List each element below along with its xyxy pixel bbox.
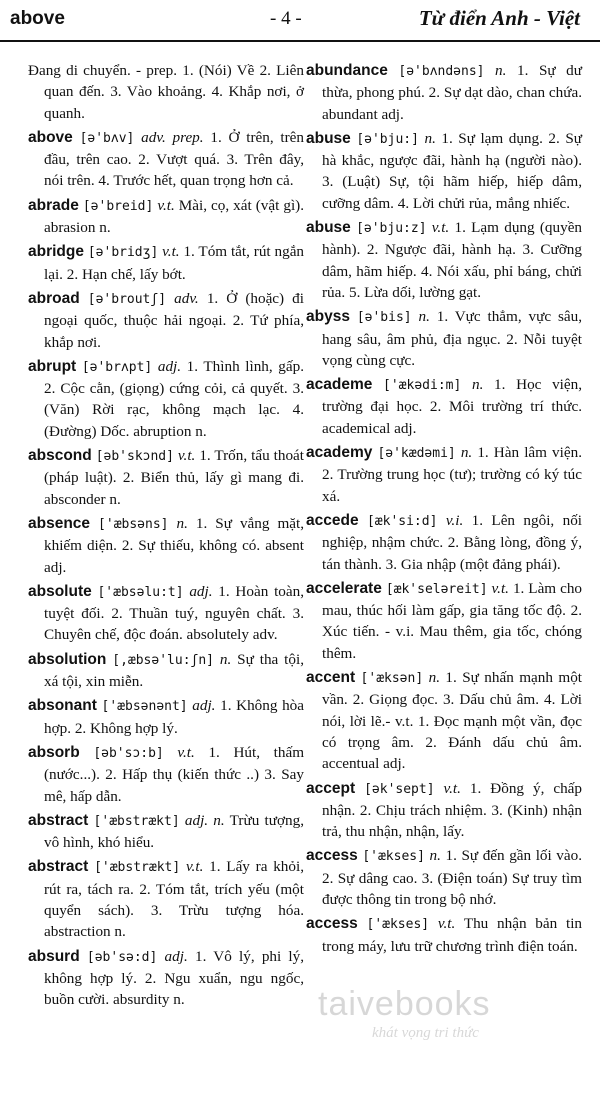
page-number: - 4 - (270, 8, 302, 29)
part-of-speech: v.t. (437, 915, 456, 933)
headword: access (306, 847, 358, 865)
dictionary-entry (306, 128, 582, 214)
dictionary-entry (28, 195, 304, 239)
headword: accent (306, 669, 356, 687)
pronunciation: ['æbstrækt] (93, 813, 180, 829)
headword: abridge (28, 243, 84, 261)
definition: Sự tha tội, xá tội, xin miễn. (44, 650, 305, 691)
pronunciation: [ə'broutʃ] (87, 291, 167, 307)
dictionary-entry (28, 810, 304, 854)
headword: absolute (28, 582, 92, 600)
dictionary-entry (28, 695, 304, 739)
part-of-speech: v.t. (157, 196, 175, 214)
pronunciation: [ə'bʌndəns] (398, 64, 485, 79)
definition: 1. Sự dư thừa, phong phú. 2. Sự dạt dào, chan chứa. abundant adj. (322, 62, 583, 123)
headword: absorb (28, 743, 80, 761)
definition: 1. Ở (hoặc) đi ngoại quốc, thuộc hải ngoại. 2. Tứ phía, khắp nơi. (44, 289, 304, 351)
definition: 1. Hoàn toàn, tuyệt đối. 2. Thuần tuý, nguyên chất. 3. Chuyên chế, độc đoán. absolutely adv. (44, 582, 305, 644)
pronunciation: [ə'bis] (356, 310, 412, 326)
page-header (0, 0, 600, 42)
definition: 1. Hút, thấm (nước...). 2. Hấp thụ (kiến thức ..) 3. Say mê, hấp dẫn. (44, 743, 305, 805)
dictionary-entry (306, 374, 582, 439)
part-of-speech: n. (495, 62, 507, 79)
right-column (306, 60, 582, 960)
pronunciation: [ə'bju:z] (356, 221, 427, 237)
pronunciation: [,æbsə'lu:ʃn] (112, 652, 214, 668)
headword: absolution (28, 650, 107, 668)
dictionary-entry (28, 581, 304, 646)
definition: 1. Sự đến gần lối vào. 2. Sự dâng cao. 3. (Điện toán) Sự truy tìm được thông tin trong bộ nhớ. (322, 847, 583, 908)
part-of-speech: n. (418, 308, 430, 326)
definition: 1. Học viện, trường đại học. 2. Môi trường trí thức. academical adj. (322, 376, 583, 437)
part-of-speech: v.t. (185, 858, 204, 876)
dictionary-entry (306, 306, 582, 371)
headword: absonant (28, 697, 97, 715)
pronunciation: ['æbstrækt] (94, 860, 181, 876)
dictionary-entry (28, 649, 304, 693)
part-of-speech: v.t. (443, 779, 461, 797)
dictionary-entry (306, 578, 582, 664)
headword: accede (306, 511, 359, 529)
pronunciation: [ə'breid] (82, 198, 154, 214)
headword: abscond (28, 447, 92, 465)
pronunciation: ['æbsəlu:t] (97, 584, 184, 600)
pronunciation: [ə'brʌpt] (81, 359, 153, 375)
definition: 1. Vô lý, phi lý, không hợp lý. 2. Ngu xuẩn, ngu ngốc, buồn cười. absurdity n. (44, 947, 305, 1009)
part-of-speech: n. (471, 376, 484, 394)
definition: 1. Sự nhấn mạnh một vần. 2. Giọng đọc. 3. Dấu chủ âm. 4. Lời nói, lời lẽ.- v.t. 1. Đọc mạnh một vần, đọc có trọng âm. 2. Đánh dấu chủ âm. accentual adj. (322, 669, 583, 773)
pronunciation: [æk'si:d] (366, 513, 438, 529)
pronunciation: ['æbsəns] (98, 516, 169, 532)
headword: academe (306, 376, 373, 394)
pronunciation: ['ækses] (362, 849, 425, 865)
guide-word: above (10, 8, 65, 29)
part-of-speech: v.t. (177, 743, 195, 761)
pronunciation: ['ækses] (366, 917, 430, 933)
dictionary-entry (306, 217, 582, 303)
part-of-speech: n. (176, 514, 188, 532)
dictionary-entry (28, 60, 304, 124)
pronunciation: [ə'bʌv] (79, 130, 135, 146)
definition: 1. Không hòa hợp. 2. Không hợp lý. (44, 697, 304, 737)
definition: 1. Tóm tắt, rút ngắn lại. 2. Hạn chế, lấy bớt. (44, 243, 305, 283)
definition: 1. Vực thẳm, vực sâu, hang sâu, âm phủ, địa ngục. 2. Nỗi tuyệt vọng cùng cực. (322, 308, 582, 369)
headword: abuse (306, 219, 351, 237)
pronunciation: [ək'sept] (364, 781, 435, 797)
pronunciation: [əb'sɔ:b] (93, 745, 164, 761)
pronunciation: ['æksən] (360, 671, 424, 687)
headword: academy (306, 444, 373, 462)
headword: abrade (28, 196, 79, 214)
definition: 1. Ở trên, trên đầu, trên cao. 2. Vượt quá. 3. Trên đây, nói trên. 4. Trước hết, quan trọng hơn cả. (44, 128, 305, 190)
dictionary-entry (28, 127, 304, 192)
definition: 1. Đồng ý, chấp nhận. 2. Chịu trách nhiệm. 3. (Kinh) nhận trả, thu nhận, nhận, lấy. (322, 779, 583, 841)
headword: abundance (306, 62, 388, 79)
part-of-speech: n. (219, 650, 232, 668)
definition: 1. Lạm dụng (quyền hành). 2. Ngược đãi, hành hạ. 3. Cưỡng dâm, hãm hiếp. 4. Nói xấu, phỉ báng, chửi rủa. 5. Lừa dối, lường gạt. (322, 219, 583, 301)
watermark-tagline: khát vọng tri thức (372, 1025, 479, 1041)
headword: absence (28, 514, 91, 532)
definition: 1. Sự lạm dụng. 2. Sự hà khắc, ngược đãi, hành hạ (người nào). 3. (Luật) Sự, tội hãm hiếp, hiếp dâm, cưỡng dâm. 4. Lời chửi rủa, mắng nhiếc. (322, 129, 583, 212)
dictionary-entry (28, 946, 304, 1011)
headword: access (306, 915, 358, 933)
pronunciation: [ə'bju:] (356, 131, 419, 147)
definition: Đang di chuyển. - prep. 1. (Nói) Về 2. Liên quan đến. 3. Vào khoảng. 4. Khắp nơi, ở quanh. (28, 62, 304, 122)
part-of-speech: adj. n. (184, 811, 225, 829)
definition: 1. Lấy ra khỏi, rút ra, tách ra. 2. Tóm tắt, trích yếu (một quyển sách). 3. Trừu tượng hóa. abstraction n. (44, 858, 305, 941)
dictionary-title: Từ điển Anh - Việt (418, 6, 580, 30)
dictionary-entry (28, 445, 304, 510)
headword: abroad (28, 289, 80, 307)
part-of-speech: adv. prep. (141, 128, 204, 146)
dictionary-entry (306, 60, 582, 125)
pronunciation: [ə'kædəmi] (377, 446, 456, 462)
part-of-speech: n. (424, 129, 436, 147)
headword: abstract (28, 858, 89, 876)
part-of-speech: v.t. (162, 243, 180, 261)
definition: 1. Trốn, tẩu thoát (pháp luật). 2. Biển thủ, lấy gì mang đi. absconder n. (44, 447, 304, 508)
part-of-speech: adv. (174, 289, 199, 307)
dictionary-entry (306, 442, 582, 507)
definition: Trừu tượng, vô hình, khó hiểu. (44, 811, 304, 852)
pronunciation: ['æbsənənt] (101, 699, 188, 715)
dictionary-entry (28, 356, 304, 442)
headword: abyss (306, 308, 350, 326)
left-column (28, 60, 304, 1013)
definition: 1. Làm cho mau, thúc hối làm gấp, gia tăng tốc độ. 2. Xúc tiến. - v.i. Mau thêm, gia tốc, chóng thêm. (322, 579, 583, 662)
part-of-speech: v.t. (431, 219, 450, 237)
definition: 1. Hàn lâm viện. 2. Trường trung học (tư); trường có ký túc xá. (322, 444, 582, 505)
pronunciation: ['ækədi:m] (383, 378, 462, 394)
definition: 1. Sự vắng mặt, khiếm diện. 2. Sự thiếu, không có. absent adj. (44, 514, 305, 576)
part-of-speech: v.t. (491, 579, 509, 597)
part-of-speech: adj. (192, 697, 216, 715)
headword: abstract (28, 811, 89, 829)
headword: accept (306, 779, 356, 797)
definition: 1. Thình lình, gấp. 2. Cộc cằn, (giọng) cứng cỏi, cả quyết. 3. (Văn) Rời rạc, không mạch lạc. 4. (Đường) Dốc. abruption n. (44, 357, 304, 440)
part-of-speech: adj. (157, 357, 182, 375)
headword: absurd (28, 947, 80, 965)
dictionary-entry (306, 778, 582, 843)
part-of-speech: adj. (189, 582, 213, 600)
pronunciation: [əb'skɔnd] (95, 449, 174, 465)
pronunciation: [əb'sə:d] (86, 949, 158, 965)
dictionary-entry (28, 241, 304, 285)
dictionary-entry (306, 845, 582, 910)
part-of-speech: v.t. (177, 447, 196, 465)
definition: Mài, cọ, xát (vật gì). abrasion n. (44, 196, 305, 237)
headword: abuse (306, 129, 351, 147)
dictionary-entry (306, 667, 582, 774)
part-of-speech: v.i. (445, 511, 464, 529)
dictionary-entry (28, 288, 304, 353)
dictionary-entry (306, 913, 582, 957)
definition: Thu nhận bản tin trong máy, lưu trữ chương trình điện toán. (322, 915, 583, 955)
dictionary-entry (28, 513, 304, 578)
dictionary-entry (28, 742, 304, 807)
part-of-speech: n. (428, 669, 440, 687)
part-of-speech: n. (429, 847, 441, 865)
definition: 1. Lên ngôi, nối nghiệp, nhậm chức. 2. Bằng lòng, đồng ý, tán thành. 3. Gia nhập (một đảng phái). (322, 511, 583, 573)
pronunciation: [æk'seləreit] (385, 581, 488, 597)
headword: above (28, 128, 73, 146)
part-of-speech: adj. (164, 947, 188, 965)
dictionary-entry (306, 510, 582, 575)
pronunciation: [ə'bridʒ] (87, 245, 159, 261)
headword: accelerate (306, 579, 382, 597)
watermark-brand: taivebooks (318, 985, 491, 1023)
dictionary-entry (28, 856, 304, 942)
headword: abrupt (28, 357, 77, 375)
part-of-speech: n. (460, 444, 473, 462)
